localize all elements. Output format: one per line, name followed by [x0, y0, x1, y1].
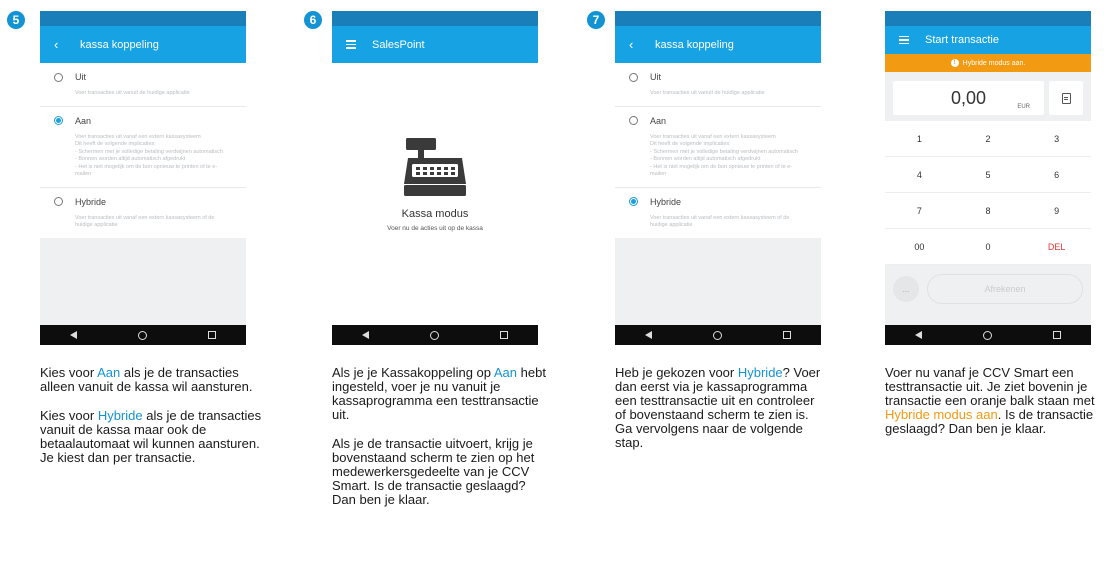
key-6[interactable]: 6	[1022, 157, 1091, 193]
key-0[interactable]: 0	[954, 229, 1023, 265]
option-label: Aan	[650, 115, 667, 126]
caption-text: als je de transacties alleen vanuit de kassa wil aansturen.	[40, 365, 253, 394]
info-icon: !	[951, 59, 959, 67]
key-7[interactable]: 7	[885, 193, 954, 229]
option-description: Voer transacties uit vanuit de huidige applicatie	[650, 90, 765, 96]
caption-paragraph	[885, 366, 1103, 436]
highlight-aan: Aan	[97, 365, 121, 380]
caption-step-8	[885, 366, 1103, 451]
option-hybride[interactable]	[40, 187, 246, 238]
nav-recent-icon[interactable]	[208, 331, 216, 339]
status-bar	[615, 11, 821, 26]
highlight-hybride: Hybride	[97, 408, 143, 423]
highlight-hybride-modus-aan: Hybride modus aan	[885, 407, 998, 422]
option-description: Voer transacties uit vanuit de huidige applicatie	[75, 90, 190, 96]
back-arrow-icon[interactable]: ‹	[54, 37, 59, 52]
pay-row	[885, 265, 1091, 313]
phone-screen-kassa-koppeling-hybride	[615, 11, 821, 345]
step-badge-5: 5	[7, 11, 25, 29]
step-badge-6: 6	[304, 11, 322, 29]
key-9[interactable]: 9	[1022, 193, 1091, 229]
banner-text: Hybride modus aan.	[962, 59, 1026, 67]
caption-paragraph	[40, 366, 265, 394]
nav-home-icon[interactable]	[138, 331, 147, 340]
option-uit[interactable]	[615, 63, 821, 106]
caption-step-5	[40, 366, 265, 480]
caption-text: . Is de transactie geslaagd? Dan ben je klaar.	[885, 407, 1094, 436]
caption-step-7	[615, 366, 825, 465]
app-bar	[615, 26, 821, 63]
currency-label: EUR	[1017, 104, 1030, 110]
app-bar-title: kassa koppeling	[655, 38, 734, 51]
key-4[interactable]: 4	[885, 157, 954, 193]
caption-text: Voer nu vanaf je CCV Smart een testtransactie uit. Je ziet bovenin je transactie een oranje balk staan met	[885, 365, 1095, 408]
option-uit[interactable]	[40, 63, 246, 106]
amount-display	[893, 81, 1044, 115]
app-bar-title: kassa koppeling	[80, 38, 159, 51]
document-icon	[1062, 93, 1071, 104]
app-bar-title: Start transactie	[925, 34, 999, 46]
option-aan[interactable]	[615, 106, 821, 187]
amount-row	[885, 72, 1091, 121]
caption-paragraph	[40, 409, 265, 465]
numeric-keypad	[885, 121, 1091, 265]
caption-text: Kies voor	[40, 365, 98, 380]
back-arrow-icon[interactable]: ‹	[629, 37, 634, 52]
caption-text: ? Voer dan eerst via je kassaprogramma een testtransactie uit en controleer of bovenstaand scherm te zien is. Ga vervolgens naar de volgende stap.	[615, 365, 821, 450]
nav-back-icon[interactable]	[645, 331, 652, 339]
option-description: Voer transacties uit vanaf een extern kassasysteem of de huidige applicatie	[650, 214, 790, 228]
receipt-button[interactable]	[1049, 81, 1083, 115]
nav-recent-icon[interactable]	[500, 331, 508, 339]
hybride-mode-banner	[885, 54, 1091, 72]
status-bar	[885, 11, 1091, 26]
nav-recent-icon[interactable]	[783, 331, 791, 339]
key-delete[interactable]: DEL	[1022, 229, 1091, 265]
option-label: Hybride	[75, 196, 107, 207]
phone-screen-kassa-koppeling-aan	[40, 11, 246, 345]
radio-uit[interactable]	[629, 73, 638, 82]
kassa-mode-screen	[332, 63, 538, 325]
radio-hybride[interactable]	[629, 197, 638, 206]
option-label: Aan	[75, 115, 92, 126]
nav-home-icon[interactable]	[983, 331, 992, 340]
option-description: Voer transacties uit vanaf een extern kassasysteem of de huidige applicatie	[75, 214, 215, 228]
menu-icon[interactable]	[346, 38, 372, 50]
caption-text: als je de transacties vanuit de kassa maar ook de betaalautomaat wil kunnen aansturen. Je kiest dan per transactie.	[40, 408, 262, 465]
more-options-button[interactable]: ...	[893, 276, 919, 302]
afrekenen-button[interactable]: Afrekenen	[927, 274, 1083, 304]
highlight-aan: Aan	[493, 365, 518, 380]
nav-back-icon[interactable]	[70, 331, 77, 339]
key-5[interactable]: 5	[954, 157, 1023, 193]
radio-hybride[interactable]	[54, 197, 63, 206]
step-badge-7: 7	[587, 11, 605, 29]
option-hybride[interactable]	[615, 187, 821, 238]
option-description: Voer transacties uit vanaf een extern kassasysteem Dit heeft de volgende implicaties: - Schermen met je volledige betaling verdwijnen automatisch - Bonnen worden altijd automatisch afgedrukt - Het is niet mogelijk om de bon opnieuw te printen of te e-mailen	[650, 133, 798, 177]
option-label: Uit	[650, 72, 661, 82]
caption-text: Heb je gekozen voor	[615, 365, 738, 380]
caption-text: Kies voor	[40, 408, 98, 423]
android-nav-bar	[40, 325, 246, 345]
cash-register-icon	[400, 138, 470, 196]
phone-screen-start-transactie	[885, 11, 1091, 345]
option-label: Hybride	[650, 196, 682, 207]
android-nav-bar	[885, 325, 1091, 345]
phone-screen-salespoint	[332, 11, 538, 345]
option-label: Uit	[75, 72, 86, 82]
radio-uit[interactable]	[54, 73, 63, 82]
kassa-mode-title: Kassa modus	[401, 208, 469, 220]
caption-text: Als je je Kassakoppeling op	[332, 365, 494, 380]
app-bar-title: SalesPoint	[372, 38, 425, 51]
radio-aan[interactable]	[54, 116, 63, 125]
nav-home-icon[interactable]	[430, 331, 439, 340]
radio-aan[interactable]	[629, 116, 638, 125]
caption-paragraph: Als je de transactie uitvoert, krijg je bovenstaand scherm te zien op het medewerkersgedeelte van je CCV Smart. Is de transactie geslaagd? Dan ben je klaar.	[332, 436, 535, 507]
caption-paragraph	[615, 366, 825, 450]
highlight-hybride: Hybride	[737, 365, 783, 380]
nav-recent-icon[interactable]	[1053, 331, 1061, 339]
nav-home-icon[interactable]	[713, 331, 722, 340]
app-bar	[885, 26, 1091, 54]
key-3[interactable]: 3	[1022, 121, 1091, 157]
android-nav-bar	[615, 325, 821, 345]
menu-icon[interactable]	[899, 34, 925, 46]
caption-paragraph	[332, 366, 547, 422]
key-1[interactable]: 1	[885, 121, 954, 157]
kassa-mode-subtitle: Voer nu de acties uit op de kassa	[387, 225, 483, 232]
key-00[interactable]: 00	[885, 229, 954, 265]
nav-back-icon[interactable]	[915, 331, 922, 339]
amount-value: 0,00	[950, 87, 987, 108]
option-aan[interactable]	[40, 106, 246, 187]
key-2[interactable]: 2	[954, 121, 1023, 157]
status-bar	[332, 11, 538, 26]
app-bar	[332, 26, 538, 63]
nav-back-icon[interactable]	[362, 331, 369, 339]
caption-step-6	[332, 366, 547, 522]
caption-text: hebt ingesteld, voer je nu vanuit je kassaprogramma een testtransactie uit.	[332, 365, 546, 422]
app-bar	[40, 26, 246, 63]
option-description: Voer transacties uit vanaf een extern kassasysteem Dit heeft de volgende implicaties: - Schermen met je volledige betaling verdwijnen automatisch - Bonnen worden altijd automatisch afgedrukt - Het is niet mogelijk om de bon opnieuw te printen of te e-mailen	[75, 133, 223, 177]
status-bar	[40, 11, 246, 26]
android-nav-bar	[332, 325, 538, 345]
key-8[interactable]: 8	[954, 193, 1023, 229]
